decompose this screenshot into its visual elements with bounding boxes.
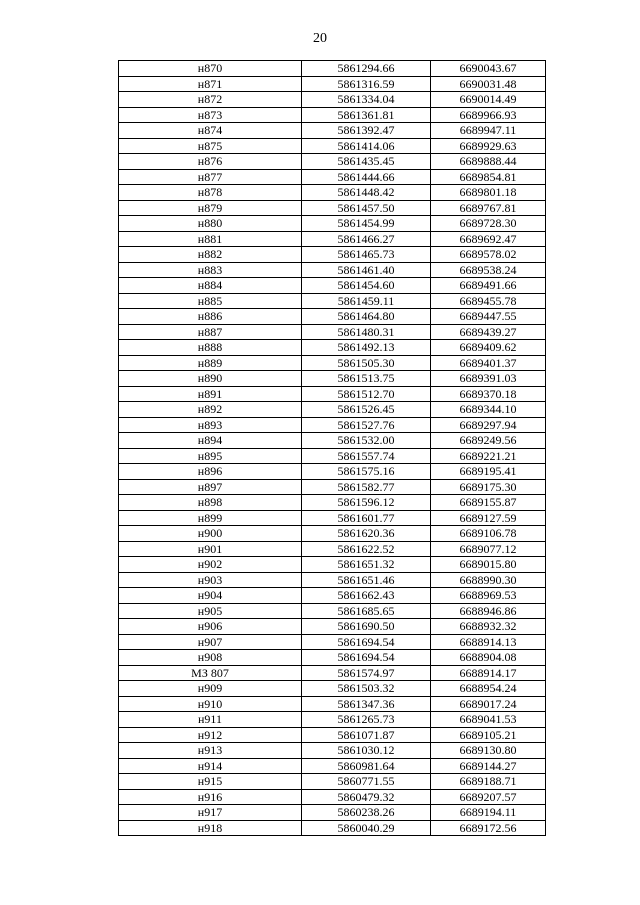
point-id-cell: н905: [119, 603, 302, 619]
y-coordinate-cell: 6689144.27: [431, 758, 546, 774]
table-row: [119, 727, 546, 743]
x-coordinate-cell: 5861454.60: [302, 278, 431, 294]
x-coordinate-cell: 5861505.30: [302, 355, 431, 371]
y-coordinate-cell: 6689344.10: [431, 402, 546, 418]
table-row: [119, 712, 546, 728]
y-coordinate-cell: 6689015.80: [431, 557, 546, 573]
table-row: [119, 138, 546, 154]
x-coordinate-cell: 5861527.76: [302, 417, 431, 433]
table-row: [119, 247, 546, 263]
y-coordinate-cell: 6688914.17: [431, 665, 546, 681]
y-coordinate-cell: 6689929.63: [431, 138, 546, 154]
point-id-cell: н892: [119, 402, 302, 418]
point-id-cell: н881: [119, 231, 302, 247]
x-coordinate-cell: 5861414.06: [302, 138, 431, 154]
x-coordinate-cell: 5861444.66: [302, 169, 431, 185]
point-id-cell: н914: [119, 758, 302, 774]
table-row: [119, 805, 546, 821]
y-coordinate-cell: 6689538.24: [431, 262, 546, 278]
table-row: [119, 758, 546, 774]
point-id-cell: н880: [119, 216, 302, 232]
table-row: [119, 262, 546, 278]
table-row: [119, 402, 546, 418]
y-coordinate-cell: 6689105.21: [431, 727, 546, 743]
y-coordinate-cell: 6689194.11: [431, 805, 546, 821]
point-id-cell: н900: [119, 526, 302, 542]
table-row: [119, 324, 546, 340]
point-id-cell: н894: [119, 433, 302, 449]
table-row: [119, 92, 546, 108]
x-coordinate-cell: 5861582.77: [302, 479, 431, 495]
y-coordinate-cell: 6689017.24: [431, 696, 546, 712]
x-coordinate-cell: 5861685.65: [302, 603, 431, 619]
point-id-cell: н882: [119, 247, 302, 263]
x-coordinate-cell: 5860040.29: [302, 820, 431, 836]
table-row: [119, 417, 546, 433]
table-row: [119, 61, 546, 77]
point-id-cell: н886: [119, 309, 302, 325]
point-id-cell: н885: [119, 293, 302, 309]
point-id-cell: н898: [119, 495, 302, 511]
point-id-cell: н896: [119, 464, 302, 480]
y-coordinate-cell: 6688946.86: [431, 603, 546, 619]
x-coordinate-cell: 5861694.54: [302, 650, 431, 666]
y-coordinate-cell: 6689297.94: [431, 417, 546, 433]
x-coordinate-cell: 5861448.42: [302, 185, 431, 201]
point-id-cell: н884: [119, 278, 302, 294]
table-row: [119, 76, 546, 92]
y-coordinate-cell: 6689195.41: [431, 464, 546, 480]
y-coordinate-cell: 6690014.49: [431, 92, 546, 108]
y-coordinate-cell: 6688969.53: [431, 588, 546, 604]
point-id-cell: н904: [119, 588, 302, 604]
x-coordinate-cell: 5861694.54: [302, 634, 431, 650]
table-row: [119, 231, 546, 247]
x-coordinate-cell: 5861480.31: [302, 324, 431, 340]
x-coordinate-cell: 5861071.87: [302, 727, 431, 743]
y-coordinate-cell: 6689455.78: [431, 293, 546, 309]
table-row: [119, 340, 546, 356]
point-id-cell: н876: [119, 154, 302, 170]
y-coordinate-cell: 6689767.81: [431, 200, 546, 216]
x-coordinate-cell: 5861466.27: [302, 231, 431, 247]
x-coordinate-cell: 5861513.75: [302, 371, 431, 387]
point-id-cell: н907: [119, 634, 302, 650]
table-row: [119, 293, 546, 309]
coordinates-table-body: [119, 61, 546, 836]
y-coordinate-cell: 6689966.93: [431, 107, 546, 123]
table-row: [119, 681, 546, 697]
point-id-cell: н879: [119, 200, 302, 216]
table-row: [119, 510, 546, 526]
x-coordinate-cell: 5861030.12: [302, 743, 431, 759]
y-coordinate-cell: 6689172.56: [431, 820, 546, 836]
table-row: [119, 665, 546, 681]
y-coordinate-cell: 6689692.47: [431, 231, 546, 247]
table-row: [119, 557, 546, 573]
table-row: [119, 200, 546, 216]
point-id-cell: н910: [119, 696, 302, 712]
y-coordinate-cell: 6689249.56: [431, 433, 546, 449]
point-id-cell: н897: [119, 479, 302, 495]
y-coordinate-cell: 6689391.03: [431, 371, 546, 387]
x-coordinate-cell: 5861574.97: [302, 665, 431, 681]
point-id-cell: н874: [119, 123, 302, 139]
point-id-cell: н883: [119, 262, 302, 278]
table-row: [119, 479, 546, 495]
table-row: [119, 371, 546, 387]
x-coordinate-cell: 5861459.11: [302, 293, 431, 309]
point-id-cell: н878: [119, 185, 302, 201]
x-coordinate-cell: 5860981.64: [302, 758, 431, 774]
y-coordinate-cell: 6690043.67: [431, 61, 546, 77]
y-coordinate-cell: 6688914.13: [431, 634, 546, 650]
y-coordinate-cell: 6690031.48: [431, 76, 546, 92]
x-coordinate-cell: 5861532.00: [302, 433, 431, 449]
x-coordinate-cell: 5861662.43: [302, 588, 431, 604]
point-id-cell: н891: [119, 386, 302, 402]
table-row: [119, 309, 546, 325]
x-coordinate-cell: 5861651.46: [302, 572, 431, 588]
point-id-cell: МЗ 807: [119, 665, 302, 681]
point-id-cell: н875: [119, 138, 302, 154]
x-coordinate-cell: 5861361.81: [302, 107, 431, 123]
table-row: [119, 696, 546, 712]
page-number: 20: [313, 31, 327, 46]
x-coordinate-cell: 5861651.32: [302, 557, 431, 573]
table-row: [119, 154, 546, 170]
y-coordinate-cell: 6689401.37: [431, 355, 546, 371]
point-id-cell: н915: [119, 774, 302, 790]
table-row: [119, 603, 546, 619]
y-coordinate-cell: 6689854.81: [431, 169, 546, 185]
x-coordinate-cell: 5861575.16: [302, 464, 431, 480]
x-coordinate-cell: 5861596.12: [302, 495, 431, 511]
x-coordinate-cell: 5861461.40: [302, 262, 431, 278]
y-coordinate-cell: 6688990.30: [431, 572, 546, 588]
table-row: [119, 588, 546, 604]
point-id-cell: н877: [119, 169, 302, 185]
y-coordinate-cell: 6688904.08: [431, 650, 546, 666]
y-coordinate-cell: 6689155.87: [431, 495, 546, 511]
x-coordinate-cell: 5861526.45: [302, 402, 431, 418]
table-row: [119, 820, 546, 836]
y-coordinate-cell: 6689578.02: [431, 247, 546, 263]
table-row: [119, 386, 546, 402]
y-coordinate-cell: 6688954.24: [431, 681, 546, 697]
point-id-cell: н913: [119, 743, 302, 759]
y-coordinate-cell: 6689947.11: [431, 123, 546, 139]
table-row: [119, 433, 546, 449]
point-id-cell: н909: [119, 681, 302, 697]
table-row: [119, 541, 546, 557]
point-id-cell: н888: [119, 340, 302, 356]
table-row: [119, 185, 546, 201]
point-id-cell: н911: [119, 712, 302, 728]
y-coordinate-cell: 6689370.18: [431, 386, 546, 402]
table-row: [119, 464, 546, 480]
x-coordinate-cell: 5861512.70: [302, 386, 431, 402]
point-id-cell: н889: [119, 355, 302, 371]
y-coordinate-cell: 6689447.55: [431, 309, 546, 325]
x-coordinate-cell: 5860238.26: [302, 805, 431, 821]
y-coordinate-cell: 6689439.27: [431, 324, 546, 340]
y-coordinate-cell: 6689728.30: [431, 216, 546, 232]
y-coordinate-cell: 6689175.30: [431, 479, 546, 495]
x-coordinate-cell: 5861265.73: [302, 712, 431, 728]
x-coordinate-cell: 5861620.36: [302, 526, 431, 542]
table-row: [119, 634, 546, 650]
y-coordinate-cell: 6689409.62: [431, 340, 546, 356]
x-coordinate-cell: 5861601.77: [302, 510, 431, 526]
x-coordinate-cell: 5861465.73: [302, 247, 431, 263]
table-row: [119, 278, 546, 294]
x-coordinate-cell: 5861622.52: [302, 541, 431, 557]
x-coordinate-cell: 5861503.32: [302, 681, 431, 697]
point-id-cell: н918: [119, 820, 302, 836]
x-coordinate-cell: 5860479.32: [302, 789, 431, 805]
table-row: [119, 650, 546, 666]
y-coordinate-cell: 6689801.18: [431, 185, 546, 201]
y-coordinate-cell: 6689077.12: [431, 541, 546, 557]
x-coordinate-cell: 5861435.45: [302, 154, 431, 170]
table-row: [119, 107, 546, 123]
point-id-cell: н912: [119, 727, 302, 743]
point-id-cell: н901: [119, 541, 302, 557]
y-coordinate-cell: 6689207.57: [431, 789, 546, 805]
table-row: [119, 216, 546, 232]
y-coordinate-cell: 6689130.80: [431, 743, 546, 759]
x-coordinate-cell: 5861294.66: [302, 61, 431, 77]
table-row: [119, 789, 546, 805]
point-id-cell: н908: [119, 650, 302, 666]
point-id-cell: н906: [119, 619, 302, 635]
table-row: [119, 572, 546, 588]
point-id-cell: н895: [119, 448, 302, 464]
x-coordinate-cell: 5861457.50: [302, 200, 431, 216]
table-row: [119, 123, 546, 139]
table-row: [119, 774, 546, 790]
table-row: [119, 448, 546, 464]
table-row: [119, 526, 546, 542]
point-id-cell: н887: [119, 324, 302, 340]
x-coordinate-cell: 5861690.50: [302, 619, 431, 635]
y-coordinate-cell: 6688932.32: [431, 619, 546, 635]
table-row: [119, 169, 546, 185]
y-coordinate-cell: 6689041.53: [431, 712, 546, 728]
table-row: [119, 355, 546, 371]
y-coordinate-cell: 6689106.78: [431, 526, 546, 542]
point-id-cell: н899: [119, 510, 302, 526]
x-coordinate-cell: 5861492.13: [302, 340, 431, 356]
x-coordinate-cell: 5861334.04: [302, 92, 431, 108]
point-id-cell: н893: [119, 417, 302, 433]
x-coordinate-cell: 5861557.74: [302, 448, 431, 464]
point-id-cell: н873: [119, 107, 302, 123]
coordinates-table: [118, 60, 546, 836]
point-id-cell: н890: [119, 371, 302, 387]
point-id-cell: н902: [119, 557, 302, 573]
x-coordinate-cell: 5861347.36: [302, 696, 431, 712]
x-coordinate-cell: 5860771.55: [302, 774, 431, 790]
point-id-cell: н870: [119, 61, 302, 77]
point-id-cell: н871: [119, 76, 302, 92]
y-coordinate-cell: 6689221.21: [431, 448, 546, 464]
y-coordinate-cell: 6689888.44: [431, 154, 546, 170]
x-coordinate-cell: 5861464.80: [302, 309, 431, 325]
table-row: [119, 619, 546, 635]
table-row: [119, 743, 546, 759]
point-id-cell: н917: [119, 805, 302, 821]
y-coordinate-cell: 6689188.71: [431, 774, 546, 790]
x-coordinate-cell: 5861454.99: [302, 216, 431, 232]
x-coordinate-cell: 5861392.47: [302, 123, 431, 139]
point-id-cell: н916: [119, 789, 302, 805]
y-coordinate-cell: 6689127.59: [431, 510, 546, 526]
x-coordinate-cell: 5861316.59: [302, 76, 431, 92]
y-coordinate-cell: 6689491.66: [431, 278, 546, 294]
table-row: [119, 495, 546, 511]
point-id-cell: н903: [119, 572, 302, 588]
point-id-cell: н872: [119, 92, 302, 108]
